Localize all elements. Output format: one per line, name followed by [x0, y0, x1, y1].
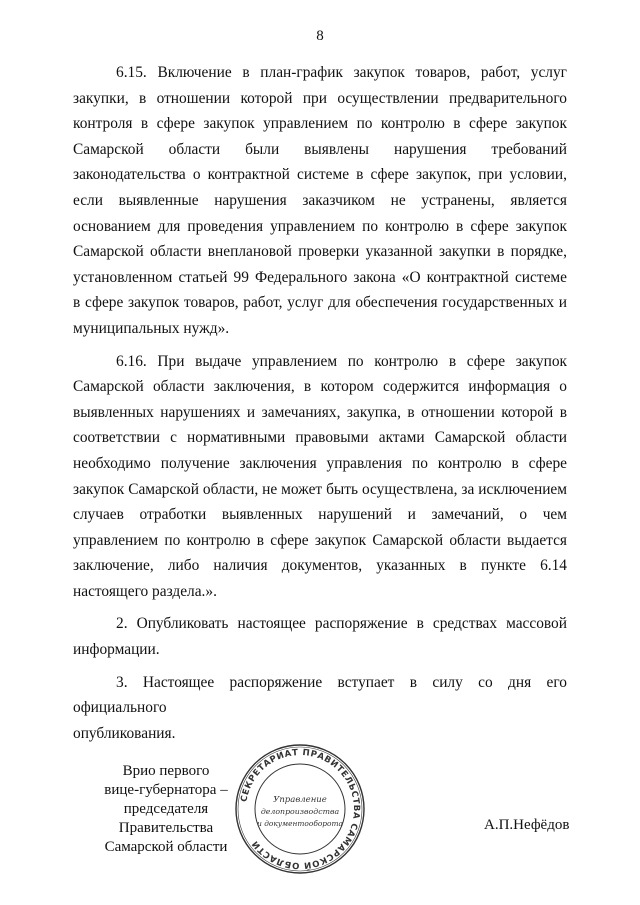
official-stamp-icon: [233, 742, 367, 876]
text-line: законодательства о контрактной системе в сфере закупок, при условии,: [73, 166, 567, 184]
text-line: выявленных нарушениях и замечаниях, закупка, в отношении которой в: [73, 403, 567, 421]
text-line: закупки, в отношении которой при осуществлении предварительного: [73, 89, 567, 107]
text-line: в сфере закупок товаров, работ, услуг для обеспечения государственных и: [73, 294, 567, 312]
stamp-inner-line: делопроизводства: [260, 807, 340, 816]
signatory-title-line: Врио первого: [122, 763, 210, 779]
text-line: 2. Опубликовать настоящее распоряжение в средствах массовой: [116, 615, 567, 633]
text-line: если выявленные нарушения заказчиком не устранены, является: [73, 191, 567, 209]
text-line: 3. Настоящее распоряжение вступает в силу со дня его официального: [73, 673, 567, 717]
stamp-ring-text: СЕКРЕТАРИАТ ПРАВИТЕЛЬСТВА САМАРСКОЙ ОБЛАСТИ: [239, 747, 362, 871]
text-line: закупок Самарской области, не может быть осуществлена, за исключением: [73, 480, 567, 498]
text-line: установленном статьей 99 Федерального закона «О контрактной системе: [73, 268, 567, 286]
text-line: контроля в сфере закупок управлением по контролю в сфере закупок: [73, 115, 567, 133]
text-line: случаев отработки выявленных нарушений и замечаний, о чем: [73, 506, 567, 524]
text-line: заключение, либо наличия документов, указанных в пункте 6.14: [73, 557, 567, 575]
signatory-title: [76, 762, 256, 857]
text-line: основанием для проведения управлением по контролю в сфере закупок: [73, 217, 567, 235]
paragraph-item-3: [73, 670, 567, 747]
signatory-title-line: Самарской области: [104, 839, 228, 855]
text-line: настоящего раздела.».: [73, 582, 217, 600]
paragraph-6-15: [73, 60, 567, 342]
text-line: соответствии с нормативными правовыми актами Самарской области: [73, 429, 567, 447]
paragraph-item-2: [73, 611, 567, 662]
signatory-title-line: председателя Правительства: [118, 801, 214, 836]
text-line: Самарской области внеплановой проверки указанной закупки в порядке,: [73, 243, 567, 261]
document-body: [73, 60, 567, 753]
text-line: управлением по контролю в сфере закупок Самарской области выдается: [73, 531, 567, 549]
text-line: информации.: [73, 641, 160, 659]
text-line: необходимо получение заключения управления по контролю в сфере: [73, 454, 567, 472]
text-line: Самарской области заключения, в котором содержится информация о: [73, 378, 567, 396]
signatory-name: А.П.Нефёдов: [484, 817, 570, 833]
stamp-inner-line: и документооборота: [257, 819, 343, 828]
text-line: 6.15. Включение в план-график закупок товаров, работ, услуг: [116, 64, 567, 81]
stamp-inner-line: Управление: [273, 795, 327, 805]
text-line: опубликования.: [73, 724, 176, 742]
page-number: 8: [316, 28, 324, 44]
text-line: 6.16. При выдаче управлением по контролю в сфере закупок: [116, 352, 567, 370]
paragraph-6-16: [73, 349, 567, 605]
signatory-title-line: вице-губернатора –: [104, 782, 228, 798]
text-line: муниципальных нужд».: [73, 319, 230, 337]
text-line: Самарской области были выявлены нарушения требований: [73, 140, 567, 158]
